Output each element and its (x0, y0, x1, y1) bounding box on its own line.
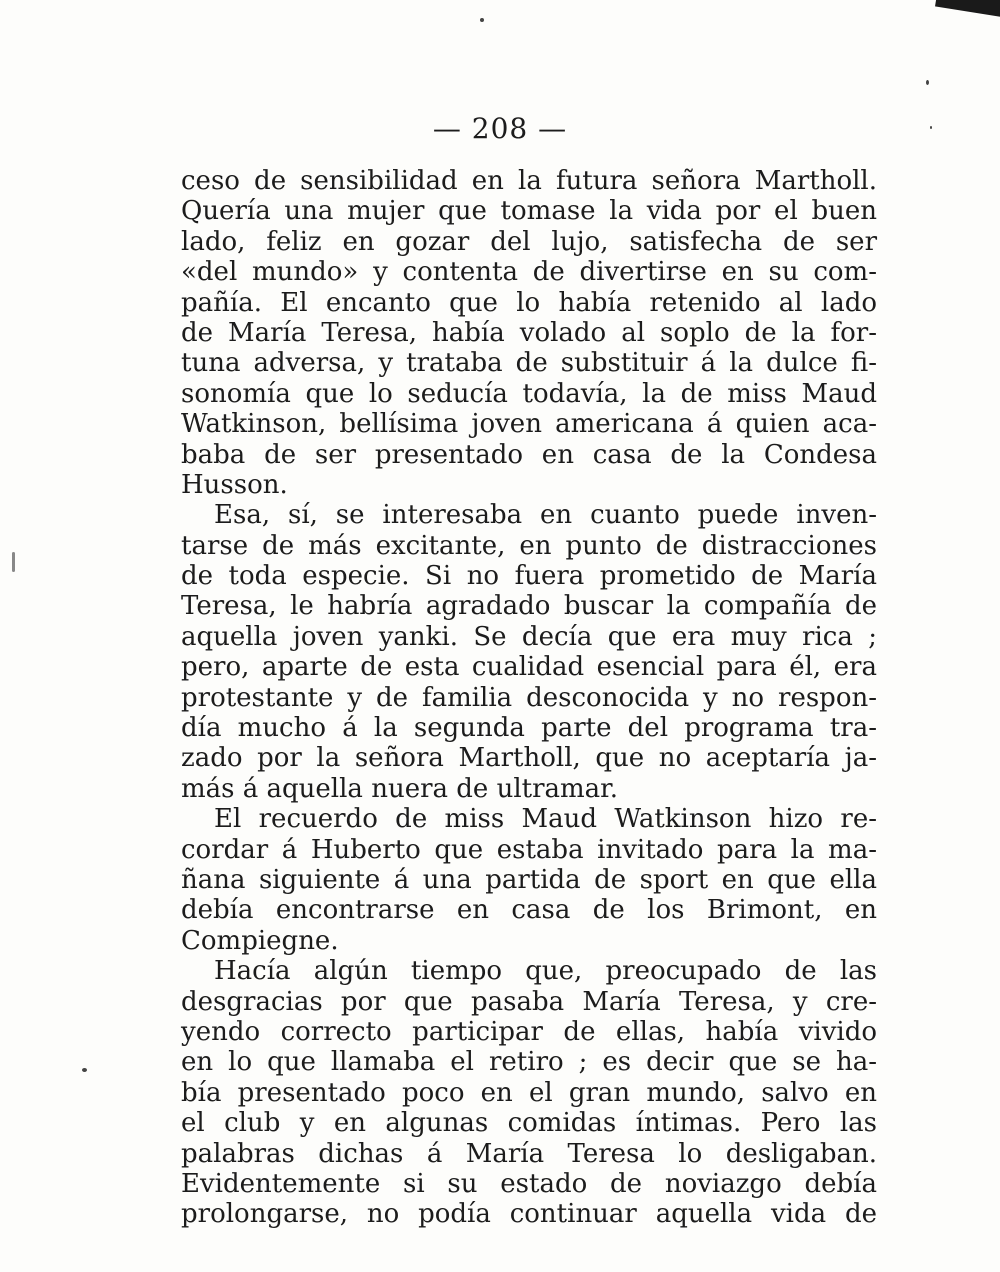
text-line: bía presentado poco en el gran mundo, salvo en (181, 1077, 877, 1108)
text-line: más á aquella nuera de ultramar. (181, 773, 618, 804)
text-line: ñana siguiente á una partida de sport en que ella (181, 864, 877, 895)
text-line: sonomía que lo seducía todavía, la de miss Maud (181, 378, 877, 409)
page-number: — 208 — (432, 112, 568, 145)
scan-speck (82, 1068, 87, 1072)
text-line: Husson. (181, 469, 288, 500)
text-line: Watkinson, bellísima joven americana á quien aca- (181, 409, 877, 440)
text-line: Hacía algún tiempo que, preocupado de las (214, 956, 877, 987)
text-line: prolongarse, no podía continuar aquella vida de (181, 1199, 877, 1230)
scan-speck (480, 18, 484, 22)
text-line: el club y en algunas comidas íntimas. Pero las (181, 1108, 877, 1139)
text-line: tarse de más excitante, en punto de distracciones (181, 530, 877, 561)
text-line: Evidentemente si su estado de noviazgo debía (181, 1168, 877, 1199)
scan-speck (926, 80, 929, 85)
text-line: pero, aparte de esta cualidad esencial para él, era (181, 652, 877, 683)
text-line: «del mundo» y contenta de divertirse en su com- (181, 257, 877, 288)
body-text (181, 166, 877, 1230)
text-line: debía encontrarse en casa de los Brimont, en (181, 895, 877, 926)
scan-speck (12, 552, 15, 572)
text-line: zado por la señora Martholl, que no aceptaría ja- (181, 743, 877, 774)
text-line: tuna adversa, y trataba de substituir á la dulce fi- (181, 348, 877, 379)
text-line: desgracias por que pasaba María Teresa, y cre- (181, 986, 877, 1017)
text-line: en lo que llamaba el retiro ; es decir que se ha- (181, 1047, 877, 1078)
text-line: de María Teresa, había volado al soplo de la for- (181, 317, 877, 348)
text-line: ceso de sensibilidad en la futura señora Martholl. (181, 166, 877, 196)
text-line: aquella joven yanki. Se decía que era muy rica ; (181, 621, 877, 652)
text-line: lado, feliz en gozar del lujo, satisfecha de ser (181, 226, 877, 257)
text-line: Compiegne. (181, 925, 339, 956)
text-line: cordar á Huberto que estaba invitado para la ma- (181, 834, 877, 865)
text-line: Esa, sí, se interesaba en cuanto puede inven- (214, 500, 877, 531)
text-line: baba de ser presentado en casa de la Condesa (181, 439, 877, 470)
text-line: día mucho á la segunda parte del programa tra- (181, 713, 877, 744)
text-line: yendo correcto participar de ellas, había vivido (181, 1016, 877, 1047)
text-line: palabras dichas á María Teresa lo desligaban. (181, 1138, 877, 1169)
text-line: El recuerdo de miss Maud Watkinson hizo re- (214, 804, 877, 835)
scan-corner-shadow (935, 0, 1000, 17)
text-line: protestante y de familia desconocida y no respon- (181, 682, 877, 713)
text-line: Teresa, le habría agradado buscar la compañía de (181, 591, 877, 622)
text-line: pañía. El encanto que lo había retenido al lado (181, 287, 877, 318)
text-line: Quería una mujer que tomase la vida por el buen (181, 196, 877, 227)
text-line: de toda especie. Si no fuera prometido de María (181, 561, 877, 592)
